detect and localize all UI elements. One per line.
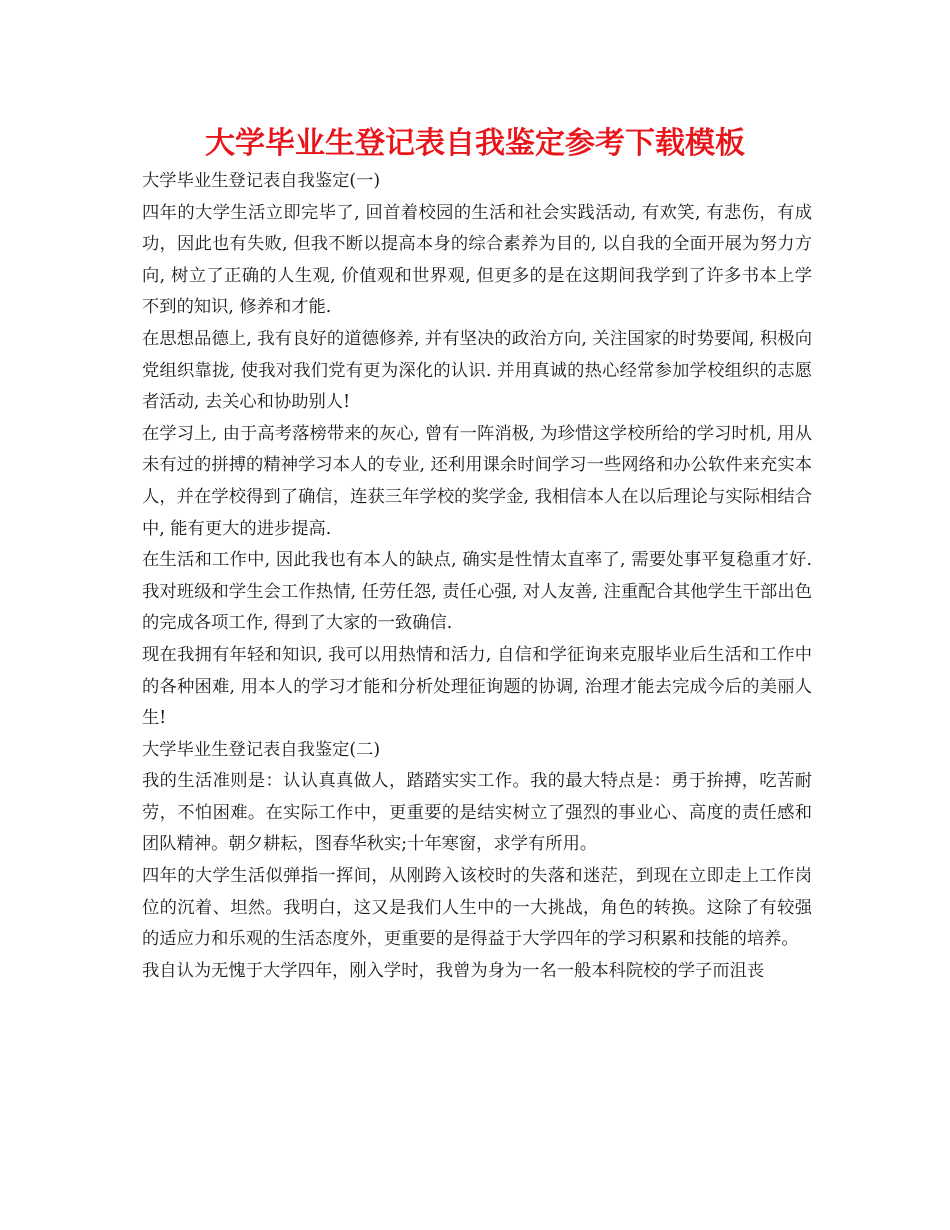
- body-paragraph: 我自认为无愧于大学四年，刚入学时，我曾为身为一名一般本科院校的学子而沮丧: [142, 960, 765, 981]
- section-heading: 大学毕业生登记表自我鉴定(二): [142, 739, 381, 760]
- body-paragraph: 在思想品德上, 我有良好的道德修养, 并有坚决的政治方向, 关注国家的时势要闻, 积极向党组织靠拢, 使我对我们党有更为深化的认识. 并用真诚的热心经常参加学校组织的志愿者活动, 去关心和协助别人!: [142, 328, 812, 413]
- document-body: [142, 166, 812, 987]
- body-paragraph: 我的生活准则是：认认真真做人，踏踏实实工作。我的最大特点是：勇于拚搏，吃苦耐劳，不怕困难。在实际工作中，更重要的是结实树立了强烈的事业心、高度的责任感和团队精神。朝夕耕耘，图春华秋实;十年寒窗，求学有所用。: [142, 771, 812, 855]
- body-paragraph: 四年的大学生活立即完毕了, 回首着校园的生活和社会实践活动, 有欢笑, 有悲伤，有成功，因此也有失败, 但我不断以提高本身的综合素养为目的, 以自我的全面开展为努力方向, 树立了正确的人生观, 价值观和世界观, 但更多的是在这期间我学到了许多书本上学不到的知识, 修养和才能.: [142, 202, 812, 318]
- body-paragraph: 四年的大学生活似弹指一挥间，从刚跨入该校时的失落和迷茫，到现在立即走上工作岗位的沉着、坦然。我明白，这又是我们人生中的一大挑战，角色的转换。这除了有较强的适应力和乐观的生活态度外，更重要的是得益于大学四年的学习积累和技能的培养。: [142, 866, 812, 950]
- body-paragraph: 在学习上, 由于高考落榜带来的灰心, 曾有一阵消极, 为珍惜这学校所给的学习时机, 用从未有过的拼搏的精神学习本人的专业, 还利用课余时间学习一些网络和办公软件来充实本人，并在学校得到了确信，连获三年学校的奖学金, 我相信本人在以后理论与实际相结合中, 能有更大的进步提高.: [142, 423, 812, 539]
- document-title: 大学毕业生登记表自我鉴定参考下载模板: [205, 126, 745, 161]
- body-paragraph: 在生活和工作中, 因此我也有本人的缺点, 确实是性情太直率了, 需要处事平复稳重才好. 我对班级和学生会工作热情, 任劳任怨, 责任心强, 对人友善, 注重配合其他学生干部出色的完成各项工作, 得到了大家的一致确信.: [142, 550, 812, 634]
- section-heading: 大学毕业生登记表自我鉴定(一): [142, 171, 381, 191]
- body-paragraph: 现在我拥有年轻和知识, 我可以用热情和活力, 自信和学征询来克服毕业后生活和工作中的各种困难, 用本人的学习才能和分析处理征询题的协调, 治理才能去完成今后的美丽人生!: [142, 644, 812, 729]
